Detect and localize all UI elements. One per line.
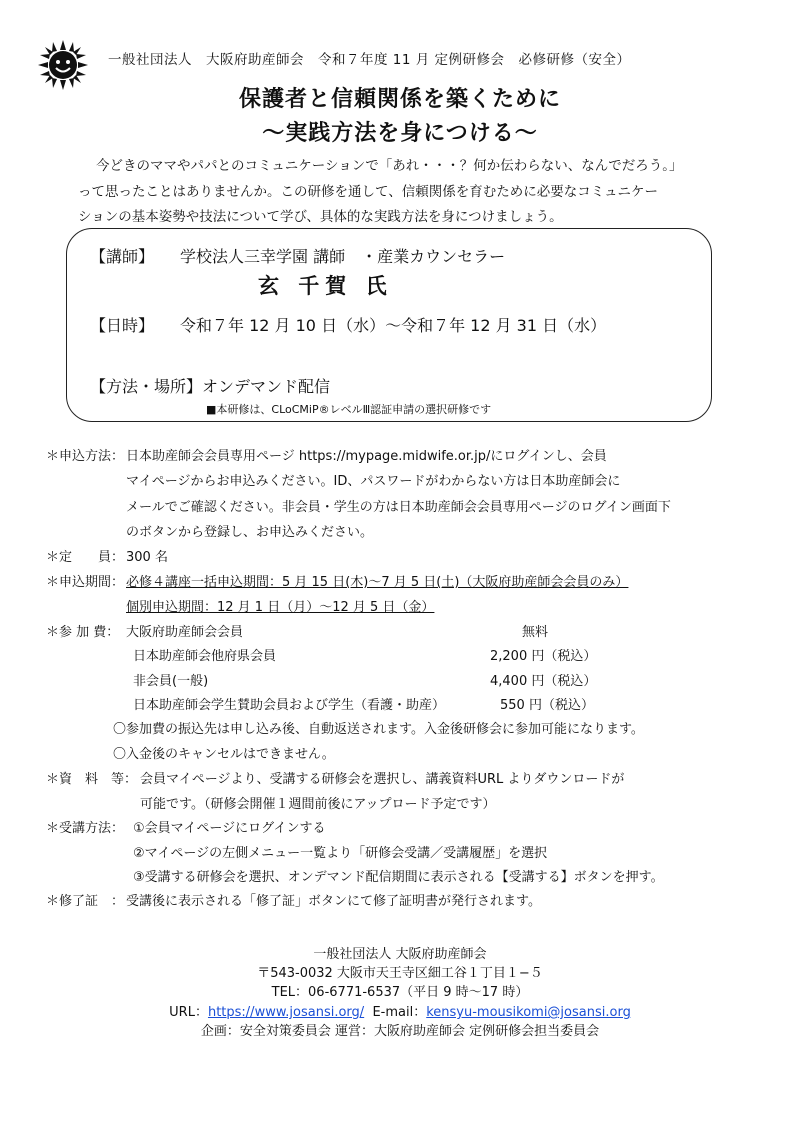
- clocmip-note: ■本研修は、CLoCMiP®レベルⅢ認証申請の選択研修です: [206, 403, 492, 416]
- fee-item-price: 550 円（税込）: [500, 698, 594, 713]
- footer-planner: 企画：安全対策委員会 運営：大阪府助産師会 定例研修会担当委員会: [200, 1024, 600, 1039]
- footer-links: [0, 1001, 800, 1020]
- lecturer-label: 【講師】: [90, 247, 155, 266]
- intro-line-3: ションの基本姿勢や技法について学び、具体的な実践方法を身につけましょう。: [78, 209, 563, 225]
- footer-address: 〒543-0032 大阪市天王寺区細工谷１丁目１−５: [257, 966, 543, 981]
- footer-org: 一般社団法人 大阪府助産師会: [313, 947, 487, 962]
- cert-text: 受講後に表示される「修了証」ボタンにて修了証明書が発行されます。: [126, 894, 541, 909]
- method-text: オンデマンド配信: [202, 377, 331, 396]
- attend-label: ＊受講方法：: [46, 821, 125, 836]
- apply-line-3: メールでご確認ください。非会員・学生の方は日本助産師会会員専用ページのログイン画面下: [126, 500, 671, 515]
- fee-item-name: 日本助産師会他府県会員: [133, 649, 277, 664]
- intro-line-1: 今どきのママやパパとのコミュニケーションで「あれ・・・？何か伝わらない、なんでだろう。」: [96, 158, 683, 174]
- method-label: 【方法・場所】: [90, 377, 203, 396]
- fee-item-price: 2,200 円（税込）: [490, 649, 597, 664]
- email-link[interactable]: kensyu-mousikomi@josansi.org: [426, 1005, 631, 1020]
- materials-line-2: 可能です。（研修会開催１週間前後にアップロード予定です）: [140, 797, 496, 812]
- fee-note-1: 〇参加費の振込先は申し込み後、自動返送されます。入金後研修会に参加可能になります。: [113, 722, 644, 737]
- attend-step-1: ①会員マイページにログインする: [133, 821, 326, 836]
- materials-line-1: 会員マイページより、受講する研修会を選択し、講義資料URL よりダウンロードが: [140, 772, 625, 787]
- fee-label: ＊参 加 費：: [46, 625, 120, 640]
- date-text: 令和７年 12 月 10 日（水）～令和７年 12 月 31 日（水）: [180, 316, 607, 335]
- fee-item-name: 日本助産師会学生賛助会員および学生（看護・助産）: [133, 698, 446, 713]
- intro-line-2: って思ったことはありませんか。この研修を通して、信頼関係を育むために必要なコミュニケー: [78, 184, 658, 200]
- title-line-2: ～実践方法を身につける～: [262, 121, 538, 146]
- period-line-2: 個別申込期間：12 月 1 日（月）～12 月 5 日（金）: [126, 600, 435, 615]
- capacity-value: 300 名: [126, 550, 168, 565]
- email-label: E-mail：: [372, 1005, 427, 1020]
- apply-label: ＊申込方法：: [46, 449, 125, 464]
- attend-step-3: ③受講する研修会を選択、オンデマンド配信期間に表示される【受講する】ボタンを押す。: [133, 870, 664, 885]
- website-link[interactable]: https://www.josansi.org/: [207, 1005, 365, 1020]
- header-line: 一般社団法人 大阪府助産師会 令和７年度 11 月 定例研修会 必修研修（安全）: [108, 52, 631, 68]
- fee-note-2: 〇入金後のキャンセルはできません。: [113, 747, 335, 762]
- fee-item-price: 無料: [522, 625, 549, 640]
- period-label: ＊申込期間：: [46, 575, 125, 590]
- fee-item-name: 非会員(一般): [133, 674, 209, 689]
- apply-line-2: マイページからお申込みください。ID、パスワードがわからない方は日本助産師会に: [126, 474, 621, 489]
- fee-item-name: 大阪府助産師会会員: [126, 625, 244, 640]
- apply-line-1: 日本助産師会会員専用ページ https://mypage.midwife.or.jp/にログインし、会員: [126, 449, 607, 464]
- period-line-1: 必修４講座一括申込期間：5 月 15 日(木)～7 月 5 日(土)（大阪府助産師会会員のみ）: [126, 575, 629, 590]
- capacity-label: ＊定 員：: [46, 550, 125, 565]
- lecturer-text: 学校法人三幸学園 講師 ・産業カウンセラー: [180, 247, 506, 266]
- url-label: URL：: [169, 1005, 208, 1020]
- materials-label: ＊資 料 等：: [46, 772, 138, 787]
- title-line-1: 保護者と信頼関係を築くために: [238, 87, 561, 112]
- attend-step-2: ②マイページの左側メニュー一覧より「研修会受講／受講履歴」を選択: [133, 846, 548, 861]
- fee-item-price: 4,400 円（税込）: [490, 674, 597, 689]
- apply-line-4: のボタンから登録し、お申込みください。: [126, 525, 374, 540]
- footer-tel: TEL：06-6771-6537（平日 9 時～17 時）: [271, 985, 529, 1000]
- lecturer-name: 玄 千賀 氏: [258, 274, 393, 298]
- date-label: 【日時】: [90, 316, 155, 335]
- cert-label: ＊修了証 ：: [46, 894, 125, 909]
